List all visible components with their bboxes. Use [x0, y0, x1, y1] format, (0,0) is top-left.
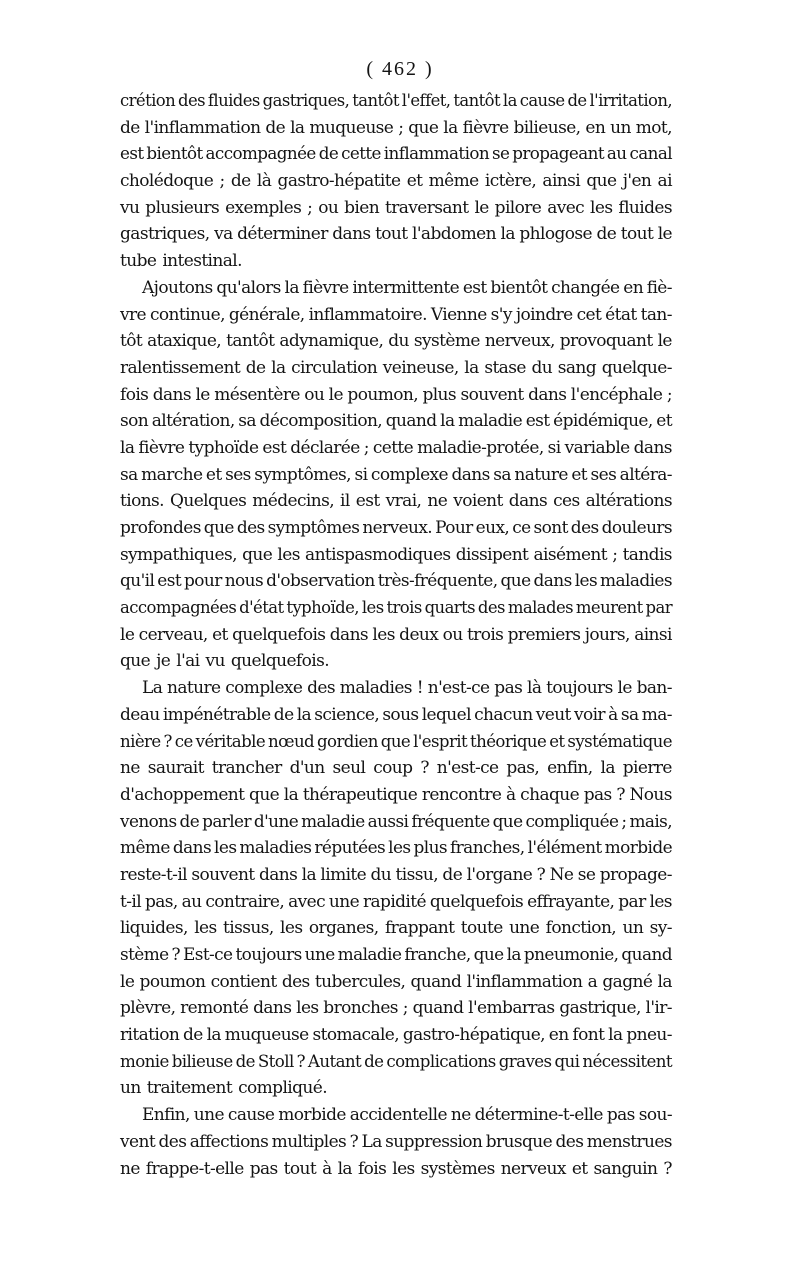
text-line: vent des affections multiples ? La suppression brusque des menstrues [120, 1131, 672, 1152]
text-line: le poumon contient des tubercules, quand l'inflammation a gagné la [120, 971, 672, 992]
text-line: monie bilieuse de Stoll ? Autant de complications graves qui nécessitent [120, 1051, 673, 1072]
text-line: accompagnées d'état typhoïde, les trois quarts des malades meurent par [120, 598, 673, 619]
text-line: d'achoppement que la thérapeutique rencontre à chaque pas ? Nous [120, 784, 672, 805]
text-line: liquides, les tissus, les organes, frappant toute une fonction, un sy- [120, 918, 672, 939]
text-line: cholédoque ; de là gastro-hépatite et même ictère, ainsi que j'en ai [120, 171, 672, 192]
text-line: reste-t-il souvent dans la limite du tissu, de l'organe ? Ne se propage- [120, 864, 672, 885]
text-line: venons de parler d'une maladie aussi fréquente que compliquée ; mais, [120, 811, 672, 832]
text-line: Enfin, une cause morbide accidentelle ne détermine-t-elle pas sou- [142, 1105, 672, 1126]
text-line: nière ? ce véritable nœud gordien que l'esprit théorique et systématique [120, 731, 672, 752]
text-line: gastriques, va déterminer dans tout l'abdomen la phlogose de tout le [120, 224, 672, 245]
text-line: sa marche et ses symptômes, si complexe dans sa nature et ses altéra- [120, 464, 672, 485]
text-line: vu plusieurs exemples ; ou bien traversant le pilore avec les fluides [120, 197, 672, 218]
text-line: sympathiques, que les antispasmodiques dissipent aisément ; tandis [120, 544, 672, 565]
text-line: son altération, sa décomposition, quand la maladie est épidémique, et [120, 411, 672, 432]
text-line: le cerveau, et quelquefois dans les deux ou trois premiers jours, ainsi [120, 624, 672, 645]
text-line: crétion des fluides gastriques, tantôt l'effet, tantôt la cause de l'irritation, [120, 91, 673, 111]
text-line: La nature complexe des maladies ! n'est-ce pas là toujours le ban- [142, 678, 672, 699]
text-line: profondes que des symptômes nerveux. Pour eux, ce sont des douleurs [120, 518, 673, 538]
text-line: que je l'ai vu quelquefois. [120, 651, 330, 672]
text-line: ne saurait trancher d'un seul coup ? n'est-ce pas, enfin, la pierre [120, 758, 672, 779]
text-line: ne frappe-t-elle pas tout à la fois les systèmes nerveux et sanguin ? [120, 1158, 672, 1179]
text-line: tôt ataxique, tantôt adynamique, du système nerveux, provoquant le [120, 331, 672, 352]
text-line: t-il pas, au contraire, avec une rapidité quelquefois effrayante, par les [120, 891, 672, 912]
text-line: stème ? Est-ce toujours une maladie franche, que la pneumonie, quand [120, 945, 673, 965]
body-text [120, 88, 672, 1182]
text-line: plèvre, remonté dans les bronches ; quand l'embarras gastrique, l'ir- [120, 998, 672, 1019]
text-line: tions. Quelques médecins, il est vrai, ne voient dans ces altérations [120, 491, 672, 512]
text-line: deau impénétrable de la science, sous lequel chacun veut voir à sa ma- [120, 704, 672, 725]
text-line: même dans les maladies réputées les plus franches, l'élément morbide [120, 838, 673, 859]
text-line: un traitement compliqué. [120, 1078, 328, 1099]
text-line: ralentissement de la circulation veineuse, la stase du sang quelque- [120, 357, 672, 378]
text-line: vre continue, générale, inflammatoire. Vienne s'y joindre cet état tan- [120, 304, 672, 325]
text-line: est bientôt accompagnée de cette inflammation se propageant au canal [120, 144, 672, 165]
text-line: ritation de la muqueuse stomacale, gastro-hépatique, en font la pneu- [120, 1025, 672, 1046]
text-line: de l'inflammation de la muqueuse ; que la fièvre bilieuse, en un mot, [120, 117, 672, 138]
text-line: Ajoutons qu'alors la fièvre intermittente est bientôt changée en fiè- [142, 277, 672, 298]
text-line: qu'il est pour nous d'observation très-fréquente, que dans les maladies [120, 571, 672, 592]
text-line: la fièvre typhoïde est déclarée ; cette maladie-protée, si variable dans [120, 437, 672, 458]
page-number: ( 462 ) [366, 58, 434, 80]
text-line: fois dans le mésentère ou le poumon, plus souvent dans l'encéphale ; [120, 384, 672, 405]
text-line: tube intestinal. [120, 251, 242, 272]
